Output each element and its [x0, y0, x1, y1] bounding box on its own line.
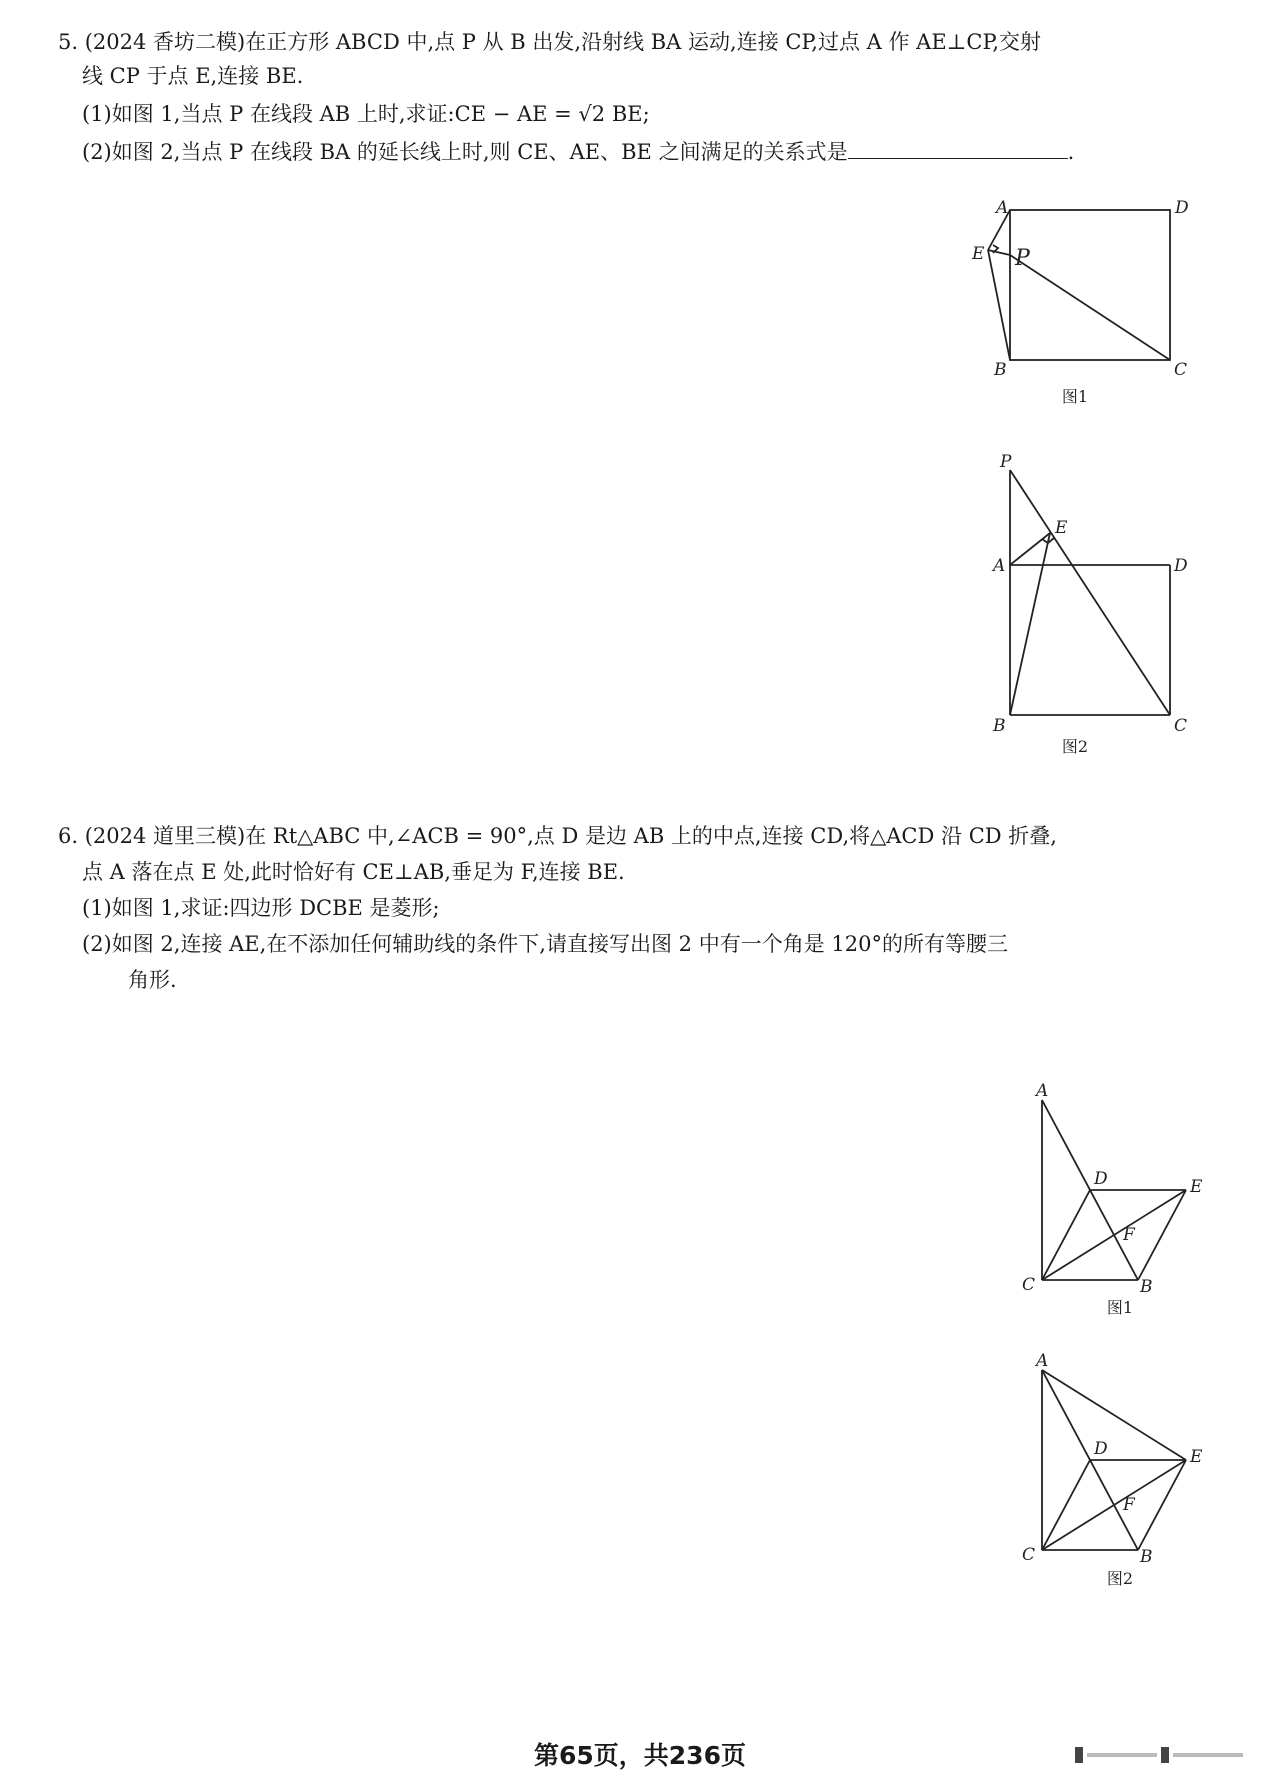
label-A: A — [996, 198, 1009, 218]
label-E: E — [1190, 1447, 1203, 1467]
q6-line-2: 点 A 落在点 E 处,此时恰好有 CE⊥AB,垂足为 F,连接 BE. — [82, 860, 625, 884]
scan-artifact-bars — [1075, 1743, 1275, 1771]
label-C: C — [1174, 360, 1188, 380]
caption-fig2: 图2 — [1061, 737, 1089, 756]
label-E: E — [1055, 518, 1068, 538]
q5-part-2-end: . — [1067, 140, 1075, 164]
q6-figure-2 — [1010, 1350, 1210, 1604]
segment-be — [988, 250, 1010, 360]
q6-part-2: (2)如图 2,连接 AE,在不添加任何辅助线的条件下,请直接写出图 2 中有一个角是 120°的所有等腰三 — [82, 932, 1008, 956]
segment-eb — [1138, 1190, 1186, 1280]
q5-figure-1 — [960, 195, 1190, 419]
segment-ce — [1042, 1460, 1186, 1550]
caption-fig1: 图1 — [1061, 387, 1089, 406]
label-C: C — [1022, 1275, 1036, 1295]
q5-line-2: 线 CP 于点 E,连接 BE. — [82, 64, 304, 88]
segment-cd — [1042, 1460, 1090, 1550]
q6-line-1: 6. (2024 道里三模)在 Rt△ABC 中,∠ACB = 90°,点 D 是边 AB 上的中点,连接 CD,将△ACD 沿 CD 折叠, — [58, 824, 1057, 848]
caption-fig2: 图2 — [1106, 1569, 1134, 1588]
label-D: D — [1094, 1439, 1108, 1459]
q5-part-2-text: (2)如图 2,当点 P 在线段 BA 的延长线上时,则 CE、AE、BE 之间满足的关系式是 — [82, 140, 848, 164]
q6-part-2-cont: 角形. — [128, 968, 177, 992]
segment-ce — [1042, 1190, 1186, 1280]
segment-ae — [1042, 1370, 1186, 1460]
q5-line-1: 5. (2024 香坊二模)在正方形 ABCD 中,点 P 从 B 出发,沿射线 BA 运动,连接 CP,过点 A 作 AE⊥CP,交射 — [58, 30, 1042, 54]
label-D: D — [1094, 1169, 1108, 1189]
label-E: E — [972, 244, 985, 264]
answer-blank — [848, 138, 1068, 159]
q5-part-2 — [82, 138, 1074, 166]
label-P: P — [1000, 452, 1012, 472]
segment-eb — [1138, 1460, 1186, 1550]
label-E: E — [1190, 1177, 1203, 1197]
q6-part-1: (1)如图 1,求证:四边形 DCBE 是菱形; — [82, 896, 440, 920]
label-B: B — [994, 360, 1007, 380]
segment-ep — [988, 250, 1010, 255]
page-counter: 第65页，共236页 — [534, 1741, 746, 1770]
label-B: B — [1140, 1277, 1153, 1297]
label-A: A — [1036, 1081, 1049, 1101]
square-abcd — [1010, 210, 1170, 360]
label-A: A — [1036, 1351, 1049, 1371]
label-C: C — [1174, 716, 1188, 736]
segment-pc — [1010, 255, 1170, 360]
segment-cd — [1042, 1190, 1090, 1280]
label-D: D — [1174, 556, 1188, 576]
label-C: C — [1022, 1545, 1036, 1565]
q6-figure-1 — [1010, 1080, 1210, 1324]
caption-fig1: 图1 — [1106, 1298, 1134, 1317]
label-F: F — [1123, 1495, 1135, 1515]
label-B: B — [993, 716, 1006, 736]
q5-part-1: (1)如图 1,当点 P 在线段 AB 上时,求证:CE − AE = √2 BE; — [82, 102, 650, 126]
label-A: A — [993, 556, 1006, 576]
label-F: F — [1123, 1225, 1135, 1245]
label-P: P — [1015, 246, 1030, 271]
q5-figure-2 — [960, 445, 1190, 759]
label-D: D — [1175, 198, 1189, 218]
segment-pc — [1010, 470, 1170, 715]
label-B: B — [1140, 1547, 1153, 1567]
